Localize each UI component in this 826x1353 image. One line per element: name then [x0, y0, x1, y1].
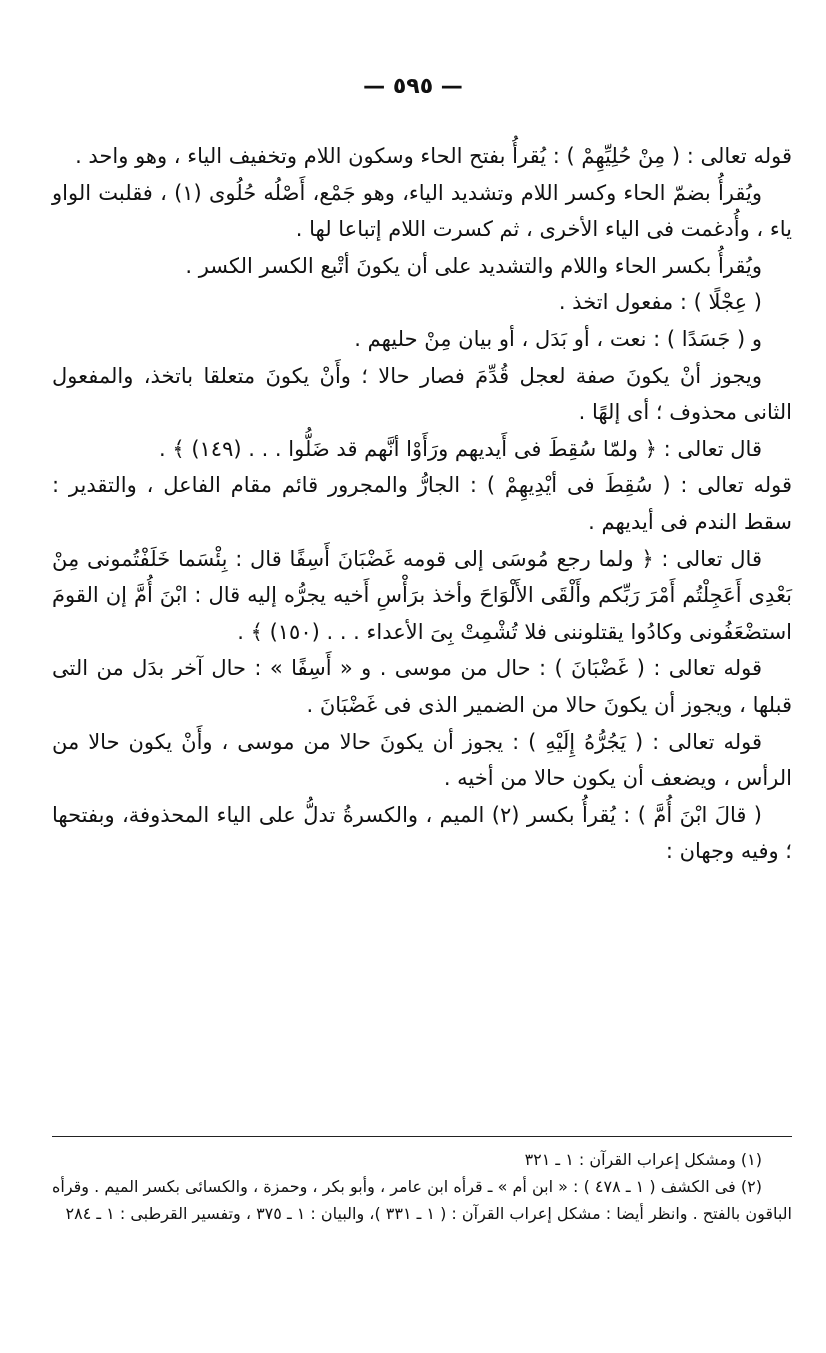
- paragraph: قوله تعالى : ( غَضْبَانَ ) : حال من موسى . و « أَسِفًا » : حال آخر بدَل من التى قبلها ، ويجوز أن يكونَ حالا من الضمير الذى فى غَضْبَانَ .: [52, 656, 792, 717]
- paragraph: ويُقرأُ بكسر الحاء واللام والتشديد على أن يكونَ أتْبع الكسر الكسر .: [185, 253, 762, 278]
- paragraph: قوله تعالى : ( مِنْ حُلِيِّهِمْ ) : يُقرأُ بفتح الحاء وسكون اللام وتخفيف الياء ، وهو واحد .: [75, 144, 792, 168]
- paragraph: ويجوز أنْ يكونَ صفة لعجل قُدِّمَ فصار حالا ؛ وأَنْ يكونَ متعلقا باتخذ، والمفعول الثانى محذوف ؛ أى إلهًا .: [52, 363, 792, 425]
- footnote-divider: [52, 1136, 792, 1137]
- paragraph: قال تعالى : ﴿ ولما رجع مُوسَى إلى قومه غَضْبَانَ أَسِفًا قال : بِئْسَما خَلَفْتُمونى مِنْ بَعْدِى أَعَجِلْتُم أَمْرَ رَبِّكم وأَلْقَى الأَلْوَاحَ وأخذ برَأْسِ أَخيه يجرُّه إليه قال : ابْنَ أُمَّ إن القومَ استضْعَفُونى وكادُوا يقتلوننى فلا تُشْمِتْ بِىَ الأعداء . . . (١٥٠) ﴾ .: [52, 546, 792, 644]
- paragraph: قوله تعالى : ( يَجُرُّهُ إِلَيْهِ ) : يجوز أن يكونَ حالا من موسى ، وأَنْ يكون حالا من الرأس ، ويضعف أن يكون حالا من أخيه .: [52, 729, 792, 791]
- footnote: (١) ومشكل إعراب القرآن : ١ ـ ٣٢١: [524, 1150, 762, 1169]
- paragraph: و ( جَسَدًا ) : نعت ، أو بَدَل ، أو بيان مِنْ حليهم .: [354, 326, 762, 351]
- main-text: [52, 138, 792, 870]
- paragraph: قوله تعالى : ( سُقِطَ فى أيْدِيهِمْ ) : الجارُّ والمجرور قائم مقام الفاعل ، والتقدير : سقط الندم فى أيديهم .: [52, 473, 792, 534]
- paragraph: ويُقرأُ بضمّ الحاء وكسر اللام وتشديد الياء، وهو جَمْع، أَصْلُه حُلُوى (١) ، فقلبت الواو ياء ، وأُدغمت فى الياء الأخرى ، ثم كسرت اللام إتباعا لها .: [52, 180, 792, 242]
- paragraph: ( عِجْلًا ) : مفعول اتخذ .: [558, 290, 762, 315]
- page-number: — ٥٩٥ —: [363, 74, 463, 99]
- footnote: (٢) فى الكشف ( ١ ـ ٤٧٨ ) : « ابن أم » ـ قرأه ابن عامر ، وأبو بكر ، وحمزة ، والكسائى بكسر الميم . وقرأه الباقون بالفتح . وانظر أيضا : مشكل إعراب القرآن : ( ١ ـ ٣٣١ )، والبيان : ١ ـ ٣٧٥ ، وتفسير القرطبى : ١ ـ ٢٨٤: [52, 1177, 792, 1223]
- footnotes: [52, 1146, 792, 1227]
- paragraph: قال تعالى : ﴿ ولمّا سُقِطَ فى أَيديهم ورَأَوْا أنَّهم قد ضَلُّوا . . . (١٤٩) ﴾ .: [158, 436, 762, 461]
- paragraph: ( قالَ ابْنَ أُمَّ ) : يُقرأُ بكسر (٢) الميم ، والكسرةُ تدلُّ على الياء المحذوفة، وبفتحها ؛ وفيه وجهان :: [52, 802, 792, 864]
